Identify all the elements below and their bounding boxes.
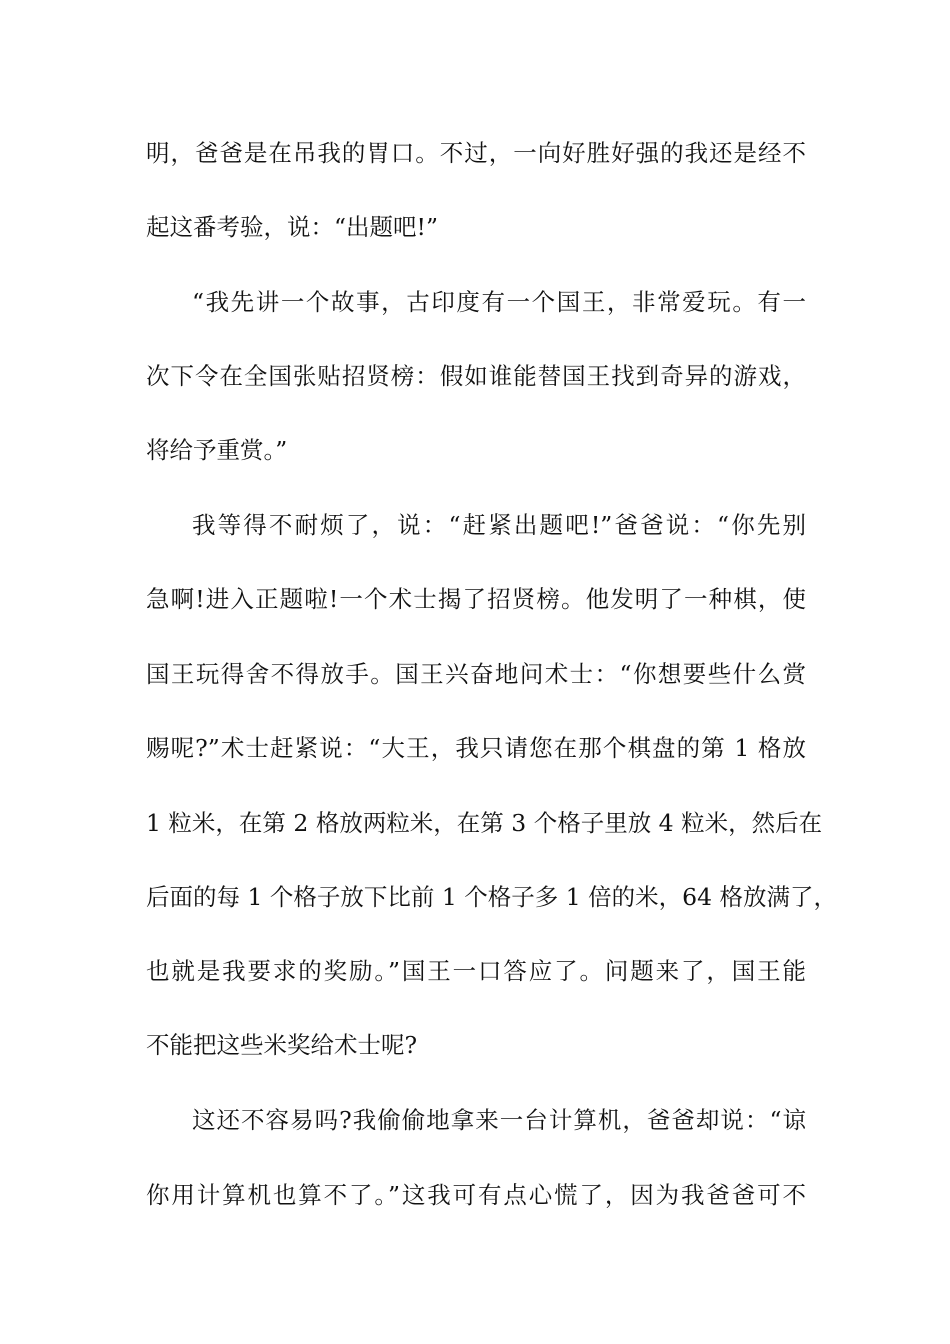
text-line: 这还不容易吗?我偷偷地拿来一台计算机，爸爸却说：“谅 (192, 1106, 806, 1134)
text-line: 明，爸爸是在吊我的胃口。不过，一向好胜好强的我还是经不 (146, 139, 806, 167)
text-line: 急啊!进入正题啦!一个术士揭了招贤榜。他发明了一种棋，使 (146, 585, 806, 613)
text-line: 我等得不耐烦了，说：“赶紧出题吧!”爸爸说：“你先别 (192, 511, 806, 539)
text-line: 你用计算机也算不了。”这我可有点心慌了，因为我爸爸可不 (146, 1181, 806, 1209)
text-line: 不能把这些米奖给术士呢? (146, 1031, 418, 1059)
text-line: 1 粒米，在第 2 格放两粒米，在第 3 个格子里放 4 粒米，然后在 (146, 809, 823, 837)
text-line: 起这番考验，说：“出题吧!” (146, 213, 438, 241)
text-line: 次下令在全国张贴招贤榜：假如谁能替国王找到奇异的游戏， (146, 362, 806, 390)
text-line: “我先讲一个故事，古印度有一个国王，非常爱玩。有一 (192, 288, 806, 316)
text-line: 将给予重赏。” (146, 436, 288, 464)
text-line: 也就是我要求的奖励。”国王一口答应了。问题来了，国王能 (146, 957, 806, 985)
text-line: 赐呢?”术士赶紧说：“大王，我只请您在那个棋盘的第 1 格放 (146, 734, 806, 762)
text-line: 后面的每 1 个格子放下比前 1 个格子多 1 倍的米，64 格放满了， (146, 883, 838, 911)
text-line: 国王玩得舍不得放手。国王兴奋地问术士：“你想要些什么赏 (146, 660, 806, 688)
